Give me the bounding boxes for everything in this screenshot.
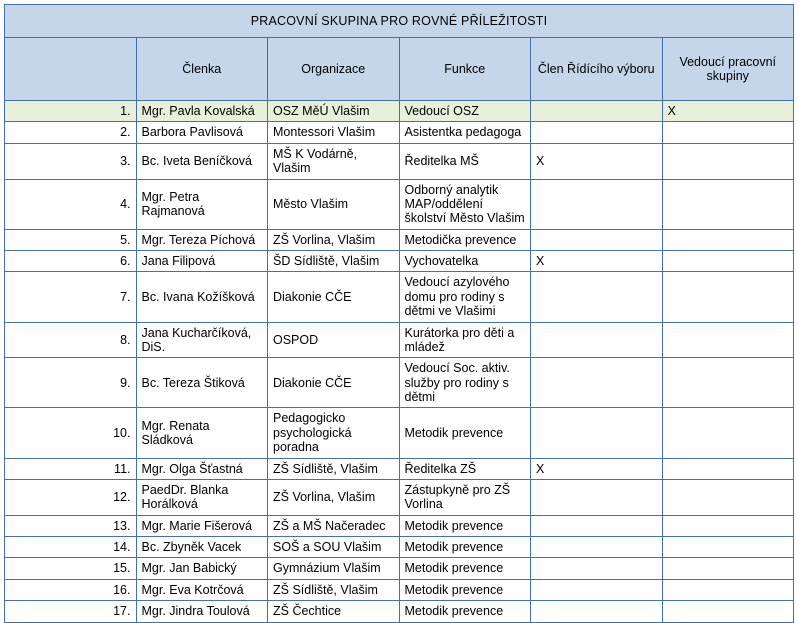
row-board-member: [531, 179, 663, 229]
row-function: Kurátorka pro děti a mládež: [399, 322, 531, 358]
row-group-leader: X: [662, 101, 794, 122]
table-row: [5, 515, 794, 536]
row-number: 15.: [5, 558, 137, 579]
row-member: Mgr. Tereza Píchová: [136, 229, 268, 250]
row-member: Barbora Pavlisová: [136, 122, 268, 143]
table-row: [5, 358, 794, 408]
table-row: [5, 601, 794, 622]
table-row: [5, 229, 794, 250]
row-group-leader: [662, 408, 794, 458]
row-member: Bc. Tereza Štiková: [136, 358, 268, 408]
column-header-number: [5, 38, 137, 101]
table-header-row: [5, 38, 794, 101]
row-group-leader: [662, 358, 794, 408]
row-number: 9.: [5, 358, 137, 408]
column-header-organization: Organizace: [268, 38, 400, 101]
row-board-member: [531, 408, 663, 458]
row-board-member: [531, 601, 663, 622]
row-member: Jana Filipová: [136, 251, 268, 272]
row-organization: ZŠ Vorlina, Vlašim: [268, 479, 400, 515]
row-group-leader: [662, 322, 794, 358]
row-organization: ŠD Sídliště, Vlašim: [268, 251, 400, 272]
row-function: Vedoucí OSZ: [399, 101, 531, 122]
row-board-member: [531, 358, 663, 408]
column-header-group-leader: Vedoucí pracovní skupiny: [662, 38, 794, 101]
row-member: Mgr. Marie Fišerová: [136, 515, 268, 536]
table-body: [5, 5, 794, 623]
row-number: 17.: [5, 601, 137, 622]
row-function: Metodik prevence: [399, 408, 531, 458]
row-organization: ZŠ Vorlina, Vlašim: [268, 229, 400, 250]
row-board-member: [531, 101, 663, 122]
row-member: Bc. Zbyněk Vacek: [136, 537, 268, 558]
row-board-member: [531, 537, 663, 558]
row-member: Mgr. Eva Kotrčová: [136, 579, 268, 600]
row-function: Zástupkyně pro ZŠ Vorlina: [399, 479, 531, 515]
row-member: Mgr. Jan Babický: [136, 558, 268, 579]
row-board-member: [531, 579, 663, 600]
row-organization: MŠ K Vodárně, Vlašim: [268, 143, 400, 179]
row-number: 11.: [5, 458, 137, 479]
table-row: [5, 143, 794, 179]
row-board-member: [531, 515, 663, 536]
table-row: [5, 458, 794, 479]
table-title: PRACOVNÍ SKUPINA PRO ROVNÉ PŘÍLEŽITOSTI: [5, 5, 794, 38]
row-number: 6.: [5, 251, 137, 272]
row-function: Asistentka pedagoga: [399, 122, 531, 143]
table-row: [5, 558, 794, 579]
row-group-leader: [662, 579, 794, 600]
table-title-row: [5, 5, 794, 38]
row-function: Metodik prevence: [399, 601, 531, 622]
table-row: [5, 101, 794, 122]
row-group-leader: [662, 515, 794, 536]
row-organization: OSZ MěÚ Vlašim: [268, 101, 400, 122]
row-organization: Město Vlašim: [268, 179, 400, 229]
row-organization: OSPOD: [268, 322, 400, 358]
column-header-board-member: Člen Řídícího výboru: [531, 38, 663, 101]
table-row: [5, 537, 794, 558]
table-row: [5, 179, 794, 229]
row-board-member: X: [531, 143, 663, 179]
row-function: Vychovatelka: [399, 251, 531, 272]
row-function: Metodik prevence: [399, 515, 531, 536]
table-row: [5, 579, 794, 600]
table-row: [5, 322, 794, 358]
row-number: 16.: [5, 579, 137, 600]
row-organization: Diakonie CČE: [268, 358, 400, 408]
row-function: Ředitelka MŠ: [399, 143, 531, 179]
row-group-leader: [662, 229, 794, 250]
row-group-leader: [662, 458, 794, 479]
row-board-member: [531, 122, 663, 143]
row-number: 5.: [5, 229, 137, 250]
row-number: 14.: [5, 537, 137, 558]
row-member: Mgr. Pavla Kovalská: [136, 101, 268, 122]
column-header-member: Členka: [136, 38, 268, 101]
row-number: 2.: [5, 122, 137, 143]
row-function: Vedoucí azylového domu pro rodiny s dětmi ve Vlašimi: [399, 272, 531, 322]
table-row: [5, 408, 794, 458]
working-group-table: [4, 4, 794, 623]
row-number: 12.: [5, 479, 137, 515]
row-group-leader: [662, 272, 794, 322]
row-number: 13.: [5, 515, 137, 536]
table-row: [5, 122, 794, 143]
row-member: Mgr. Petra Rajmanová: [136, 179, 268, 229]
table-row: [5, 479, 794, 515]
row-board-member: X: [531, 458, 663, 479]
row-organization: ZŠ a MŠ Načeradec: [268, 515, 400, 536]
row-organization: ZŠ Sídliště, Vlašim: [268, 579, 400, 600]
row-member: Jana Kucharčíková, DiS.: [136, 322, 268, 358]
row-board-member: X: [531, 251, 663, 272]
row-organization: ZŠ Sídliště, Vlašim: [268, 458, 400, 479]
row-board-member: [531, 229, 663, 250]
row-member: Bc. Ivana Kožíšková: [136, 272, 268, 322]
row-function: Vedoucí Soc. aktiv. služby pro rodiny s dětmi: [399, 358, 531, 408]
row-group-leader: [662, 479, 794, 515]
row-function: Metodik prevence: [399, 579, 531, 600]
row-function: Metodik prevence: [399, 537, 531, 558]
column-header-function: Funkce: [399, 38, 531, 101]
row-group-leader: [662, 179, 794, 229]
row-member: Mgr. Renata Sládková: [136, 408, 268, 458]
table-row: [5, 272, 794, 322]
row-number: 4.: [5, 179, 137, 229]
row-organization: Pedagogicko psychologická poradna: [268, 408, 400, 458]
row-organization: Gymnázium Vlašim: [268, 558, 400, 579]
row-organization: SOŠ a SOU Vlašim: [268, 537, 400, 558]
row-board-member: [531, 322, 663, 358]
row-number: 10.: [5, 408, 137, 458]
row-member: Bc. Iveta Beníčková: [136, 143, 268, 179]
row-function: Metodička prevence: [399, 229, 531, 250]
row-organization: Montessori Vlašim: [268, 122, 400, 143]
row-function: Ředitelka ZŠ: [399, 458, 531, 479]
row-group-leader: [662, 122, 794, 143]
row-group-leader: [662, 143, 794, 179]
row-board-member: [531, 272, 663, 322]
row-group-leader: [662, 537, 794, 558]
row-organization: ZŠ Čechtice: [268, 601, 400, 622]
row-member: PaedDr. Blanka Horálková: [136, 479, 268, 515]
row-number: 1.: [5, 101, 137, 122]
row-organization: Diakonie CČE: [268, 272, 400, 322]
row-board-member: [531, 479, 663, 515]
table-row: [5, 251, 794, 272]
row-number: 3.: [5, 143, 137, 179]
row-number: 8.: [5, 322, 137, 358]
row-number: 7.: [5, 272, 137, 322]
row-group-leader: [662, 558, 794, 579]
row-member: Mgr. Jindra Toulová: [136, 601, 268, 622]
row-function: Metodik prevence: [399, 558, 531, 579]
row-board-member: [531, 558, 663, 579]
row-group-leader: [662, 601, 794, 622]
row-group-leader: [662, 251, 794, 272]
row-member: Mgr. Olga Šťastná: [136, 458, 268, 479]
row-function: Odborný analytik MAP/oddělení školství Město Vlašim: [399, 179, 531, 229]
